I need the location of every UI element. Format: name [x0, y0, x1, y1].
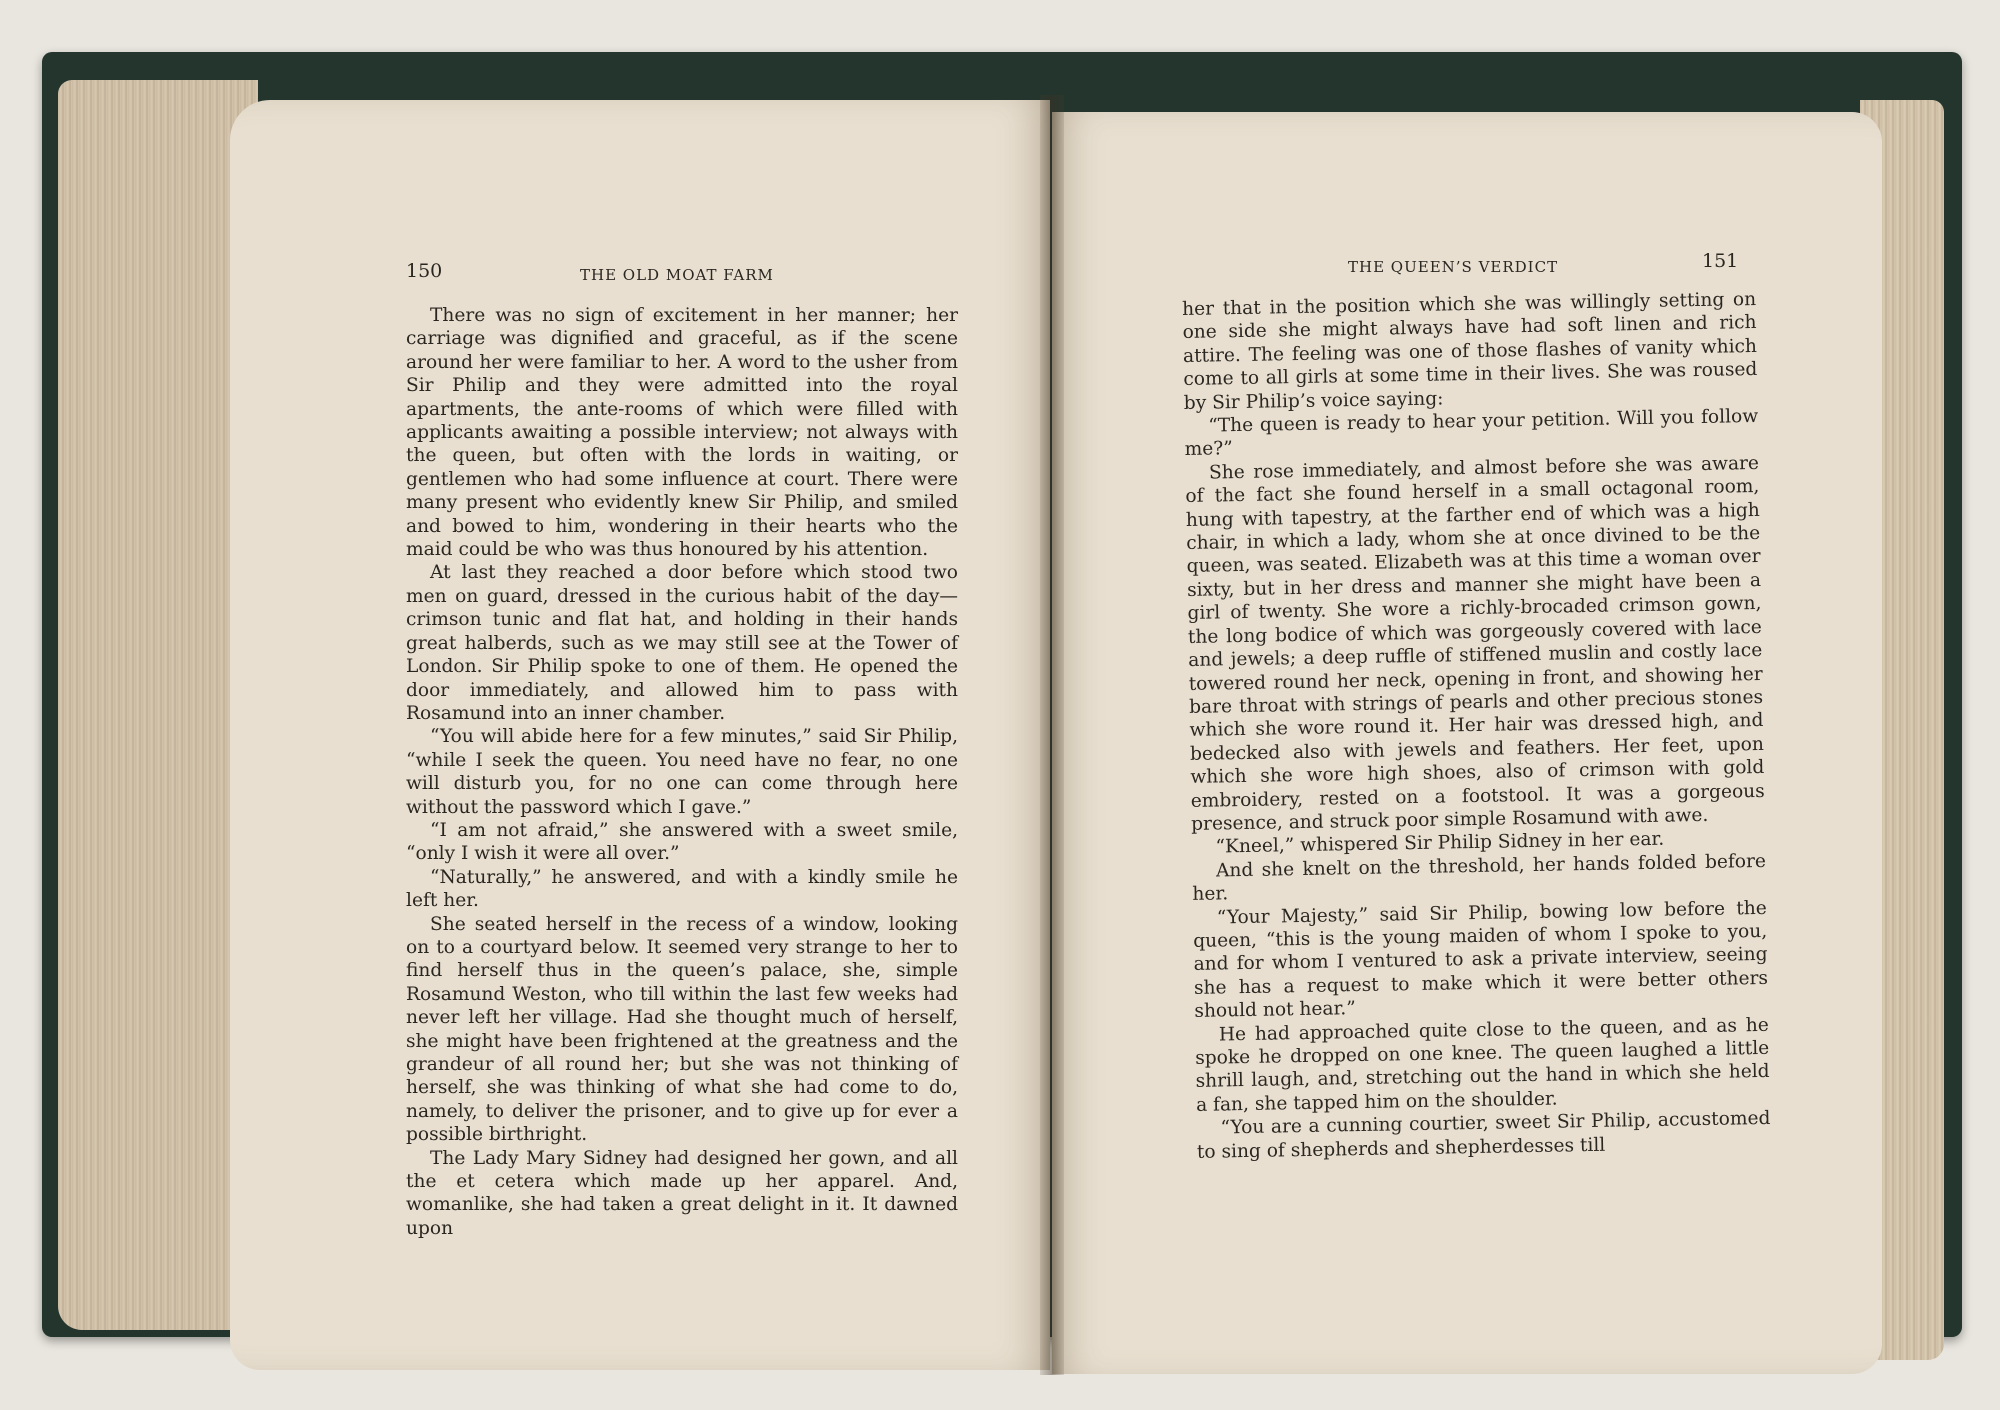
paragraph: And she knelt on the threshold, her hands folded before her. [1192, 850, 1767, 906]
paragraph: “I am not afraid,” she answered with a sweet smile, “only I wish it were all over.” [406, 819, 958, 865]
paragraph: “Your Majesty,” said Sir Philip, bowing low before the queen, “this is the young maiden of whom I spoke to you, and for whom I ventured to ask a private interview, seeing she has a request to make which it were better others should not hear.” [1193, 897, 1769, 1023]
left-page-edges [58, 80, 258, 1330]
right-page-text [1182, 288, 1771, 1164]
paragraph: At last they reached a door before which stood two men on guard, dressed in the curious habit of the day—crimson tunic and flat hat, and holding in their hands great halberds, such as we may still see at the Tower of London. Sir Philip spoke to one of them. He opened the door immediately, and allowed him to pass with Rosamund into an inner chamber. [406, 562, 958, 724]
right-running-head: THE QUEEN’S VERDICT [1348, 258, 1559, 276]
paragraph: The Lady Mary Sidney had designed her gown, and all the et cetera which made up her apparel. And, womanlike, she had taken a great delight in it. It dawned upon [406, 1147, 958, 1239]
book-gutter [1040, 95, 1064, 1375]
right-page-number: 151 [1702, 250, 1739, 272]
paragraph: He had approached quite close to the queen, and as he spoke he dropped on one knee. The queen laughed a little shrill laugh, and, stretching out the hand in which she held a fan, she tapped him on the shoulder. [1195, 1014, 1770, 1116]
paragraph: “You will abide here for a few minutes,” said Sir Philip, “while I seek the queen. You need have no fear, no one will disturb you, for no one can come through here without the password which I gave.” [406, 726, 958, 818]
paragraph: “Naturally,” he answered, and with a kindly smile he left her. [406, 866, 958, 912]
left-page-text [406, 304, 958, 1240]
paragraph: She seated herself in the recess of a window, looking on to a courtyard below. It seemed very strange to her to find herself thus in the queen’s palace, she, simple Rosamund Weston, who till within the last few weeks had never left her village. Had she thought much of herself, she might have been frightened at the greatness and the grandeur of all round her; but she was not thinking of herself, she was thinking of what she had come to do, namely, to deliver the prisoner, and to give up for ever a possible birthright. [406, 913, 958, 1146]
left-running-head: THE OLD MOAT FARM [580, 266, 774, 284]
paragraph: She rose immediately, and almost before she was aware of the fact she found herself in a small octagonal room, hung with tapestry, at the farther end of which was a high chair, in which a lady, whom she at once divined to be the queen, was seated. Elizabeth was at this time a woman over sixty, but in her dress and manner she might have been a girl of twenty. She wore a richly-brocaded crimson gown, the long bodice of which was gorgeously covered with lace and jewels; a deep ruffle of stiffened muslin and costly lace towered round her neck, opening in front, and showing her bare throat with strings of pearls and other precious stones which she wore round it. Her hair was dressed high, and bedecked also with jewels and feathers. Her feet, upon which she wore high shoes, also of crimson with gold embroidery, rested on a footstool. It was a gorgeous presence, and struck poor simple Rosamund with awe. [1185, 452, 1765, 835]
paragraph: There was no sign of excitement in her manner; her carriage was dignified and graceful, as if the scene around her were familiar to her. A word to the usher from Sir Philip and they were admitted into the royal apartments, the ante-rooms of which were filled with applicants awaiting a possible interview; not always with the queen, but often with the lords in waiting, or gentlemen who had some influence at court. There were many present who evidently knew Sir Philip, and smiled and bowed to him, wondering in their hearts who the maid could be who was thus honoured by his attention. [406, 305, 958, 561]
paragraph-continuation: her that in the position which she was willingly setting on one side she might always have had soft linen and rich attire. The feeling was one of those flashes of vanity which come to all girls at some time in their lives. She was roused by Sir Philip’s voice saying: [1182, 288, 1758, 414]
paragraph: “You are a cunning courtier, sweet Sir Philip, accustomed to sing of shepherds and shepherdesses till [1196, 1108, 1771, 1163]
left-page-number: 150 [406, 260, 443, 282]
paragraph: “The queen is ready to hear your petition. Will you follow me?” [1184, 405, 1759, 461]
paragraph: “Kneel,” whispered Sir Philip Sidney in her ear. [1215, 829, 1665, 858]
